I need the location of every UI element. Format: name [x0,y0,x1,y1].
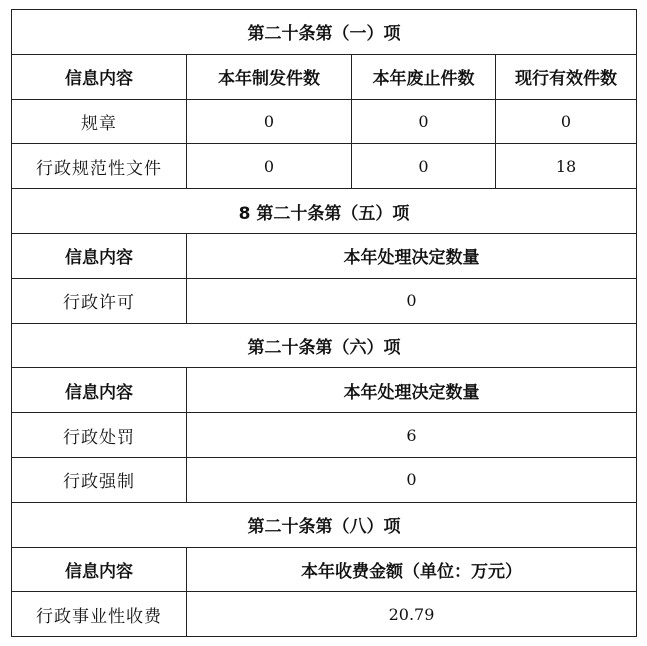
section-title: 8 第二十条第（五）项 [12,189,637,234]
section-title-row [12,323,637,368]
abolished-count: 0 [352,99,496,144]
section-title: 第二十条第（八）项 [12,502,637,547]
row-label: 行政处罚 [12,413,187,458]
header-cell: 本年废止件数 [352,54,496,99]
row-label: 行政许可 [12,278,187,323]
header-row [12,233,637,278]
row-value: 0 [187,457,637,502]
header-cell: 本年处理决定数量 [187,233,637,278]
row-value: 20.79 [187,592,637,637]
header-cell: 信息内容 [12,547,187,592]
table-row [12,413,637,458]
header-cell: 本年收费金额（单位：万元） [187,547,637,592]
header-row [12,368,637,413]
table-row [12,592,637,637]
table-row [12,144,637,189]
table-row [12,278,637,323]
table-row [12,457,637,502]
valid-count: 0 [496,99,637,144]
row-label: 行政事业性收费 [12,592,187,637]
info-disclosure-table [11,9,637,637]
header-cell: 信息内容 [12,54,187,99]
table-row [12,99,637,144]
header-cell: 信息内容 [12,368,187,413]
row-label: 行政强制 [12,457,187,502]
header-row [12,547,637,592]
row-label: 规章 [12,99,187,144]
abolished-count: 0 [352,144,496,189]
row-value: 0 [187,278,637,323]
header-cell: 现行有效件数 [496,54,637,99]
section-title: 第二十条第（一）项 [12,10,637,55]
row-value: 6 [187,413,637,458]
header-cell: 本年处理决定数量 [187,368,637,413]
valid-count: 18 [496,144,637,189]
section-title: 第二十条第（六）项 [12,323,637,368]
section-title-row [12,502,637,547]
section-title-row [12,10,637,55]
row-label: 行政规范性文件 [12,144,187,189]
issued-count: 0 [187,144,352,189]
header-row [12,54,637,99]
header-cell: 信息内容 [12,233,187,278]
header-cell: 本年制发件数 [187,54,352,99]
issued-count: 0 [187,99,352,144]
section-title-row [12,189,637,234]
